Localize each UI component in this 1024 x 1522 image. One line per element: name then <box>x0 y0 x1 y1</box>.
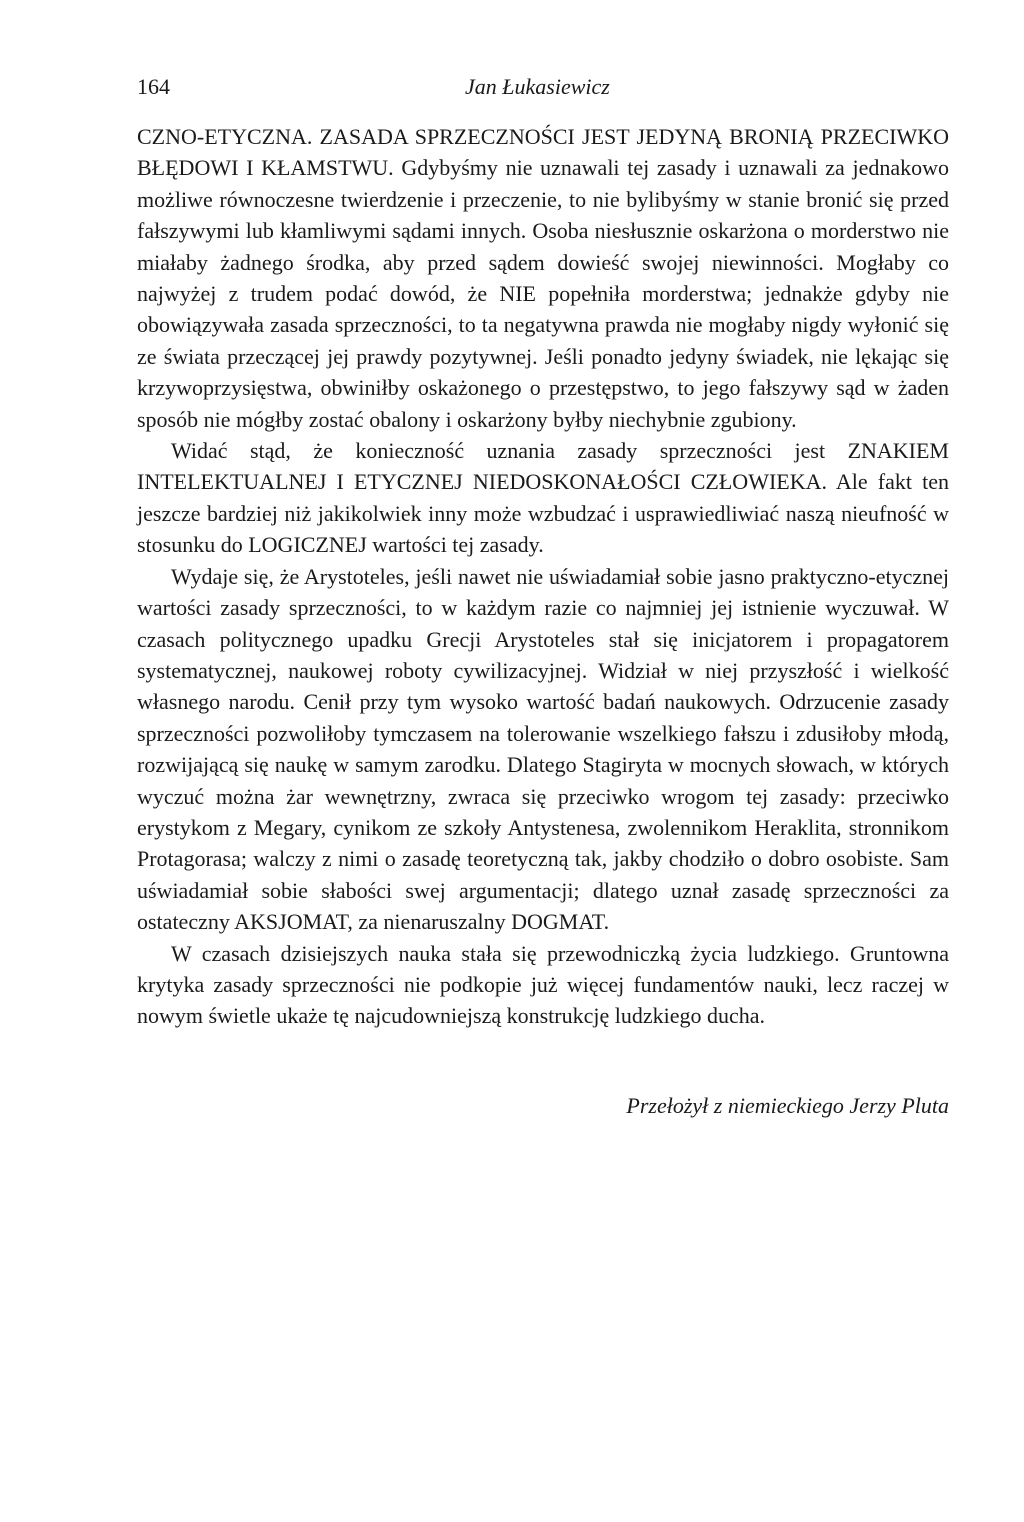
paragraph: Wydaje się, że Arystoteles, jeśli nawet nie uświadamiał sobie jasno praktyczno-etycznej wartości zasady sprzeczności, to w każdym razie co najmniej jej istnienie wyczuwał. W czasach politycznego upadku Grecji Arystoteles stał się inicjatorem i propagatorem systematycznej, naukowej roboty cywilizacyjnej. Widział w niej przyszłość i wielkość własnego narodu. Cenił przy tym wysoko wartość badań naukowych. Odrzucenie zasady sprzeczności pozwoliłoby tymczasem na tolerowanie wszelkiego fałszu i zdusiłoby młodą, rozwijającą się naukę w samym zarodku. Dlatego Stagiryta w mocnych słowach, w których wyczuć można żar wewnętrzny, zwraca się przeciwko wrogom tej zasady: przeciwko erystykom z Megary, cynikom ze szkoły Antystenesa, zwolennikom Heraklita, stronnikom Protagorasa; walczy z nimi o zasadę teoretyczną tak, jakby chodziło o dobro osobiste. Sam uświadamiał sobie słabości swej argumentacji; dlatego uznał zasadę sprzeczności za ostateczny AKSJOMAT, za nienaruszalny DOGMAT. <box>137 563 949 935</box>
running-title: Jan Łukasiewicz <box>465 74 610 99</box>
paragraph-continuation: CZNO-ETYCZNA. ZASADA SPRZECZNOŚCI JEST JEDYNĄ BRONIĄ PRZECIWKO BŁĘDOWI I KŁAMSTWU. Gdybyśmy nie uznawali tej zasady i uznawali za jednakowo możliwe równoczesne twierdzenie i przeczenie, to nie bylibyśmy w stanie bronić się przed fałszywymi lub kłamliwymi sądami innych. Osoba niesłusznie oskarżona o morderstwo nie miałaby żadnego środka, aby przed sądem dowieść swojej niewinności. Mogłaby co najwyżej z trudem podać dowód, że NIE popełniła morderstwa; jednakże gdyby nie obowiązywała zasada sprzeczności, to ta negatywna prawda nie mogłaby nigdy wyłonić się ze świata przeczącej jej prawdy pozytywnej. Jeśli ponadto jedyny świadek, nie lękając się krzywoprzysięstwa, obwiniłby oskażonego o przestępstwo, to jego fałszywy sąd w żaden sposób nie mógłby zostać obalony i oskarżony byłby niechybnie zgubiony. <box>137 124 949 432</box>
paragraph: Widać stąd, że konieczność uznania zasady sprzeczności jest ZNAKIEM INTELEKTUALNEJ I ETYCZNEJ NIEDOSKONAŁOŚCI CZŁOWIEKA. Ale fakt ten jeszcze bardziej niż jakikolwiek inny może wzbudzać i usprawiedliwiać naszą nieufność w stosunku do LOGICZNEJ wartości tej zasady. <box>137 438 949 558</box>
body-text <box>137 121 949 1032</box>
translator-note: Przełożył z niemieckiego Jerzy Pluta <box>626 1093 949 1118</box>
running-head <box>137 74 949 106</box>
paragraph: W czasach dzisiejszych nauka stała się przewodniczką życia ludzkiego. Gruntowna krytyka zasady sprzeczności nie podkopie już więcej fundamentów nauki, lecz raczej w nowym świetle ukaże tę najcudowniejszą konstrukcję ludzkiego ducha. <box>137 940 949 1029</box>
page-number: 164 <box>137 74 170 99</box>
